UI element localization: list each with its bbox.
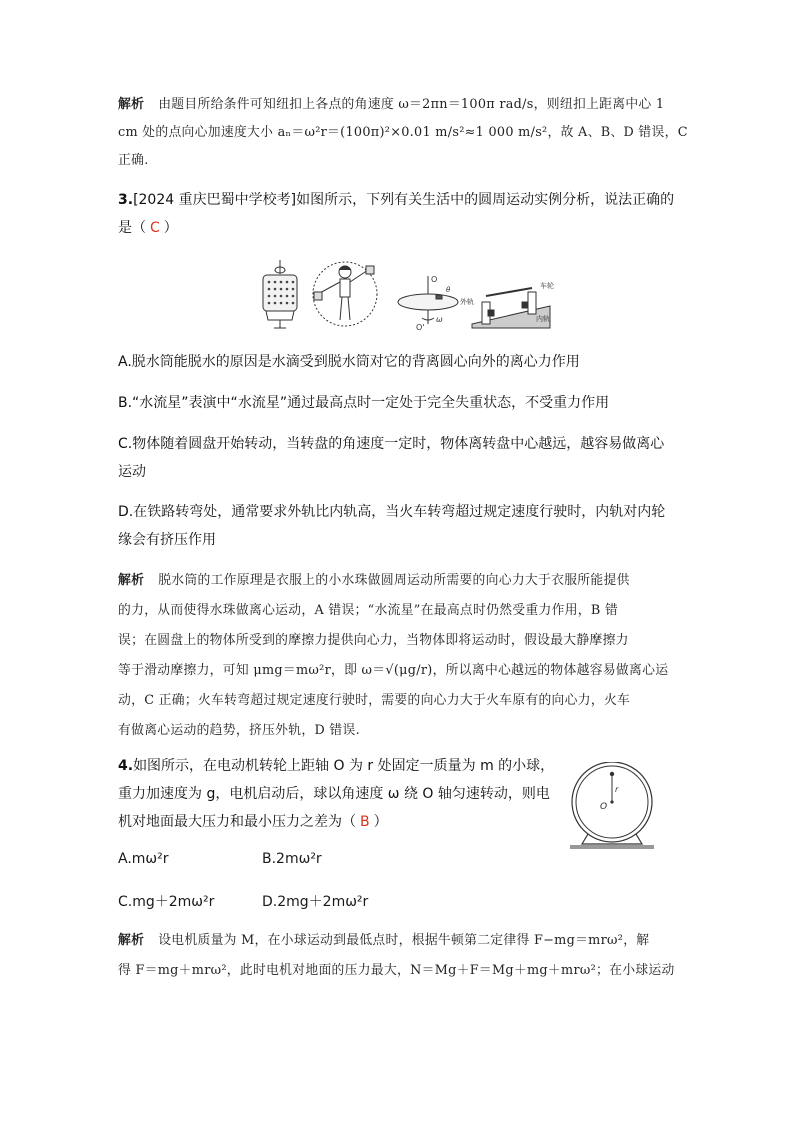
answer-mark: B [360, 814, 370, 830]
q4-option-c: C.mg＋2mω²r [118, 894, 215, 910]
question-stem: [2024 重庆巴蜀中学校考]如图所示，下列有关生活中的圆周运动实例分析，说法正确的 [133, 192, 675, 208]
question-stem-end: 机对地面最大压力和最小压力之差为（ [118, 814, 356, 830]
wheel-label: 车轮 [540, 282, 554, 290]
question-number: 4. [118, 758, 134, 774]
explanation-line: 设电机质量为 M，在小球运动到最低点时，根据牛顿第二定律得 F−mg＝mrω²，解 [158, 933, 650, 948]
explanation-line: cm 处的点向心加速度大小 aₙ＝ω²r＝(100π)²×0.01 m/s²≈1 000 m/s²，故 A、B、D 错误，C [118, 125, 688, 140]
question-4 [118, 752, 555, 836]
option-c-cont: 运动 [118, 464, 146, 480]
question-3 [118, 186, 678, 242]
question-number: 3. [118, 192, 134, 208]
option-d-cont: 缘会有挤压作用 [118, 532, 216, 548]
turntable-drawing [398, 276, 458, 324]
explanation-block-1 [118, 91, 688, 175]
option-c: C.物体随着圆盘开始转动，当转盘的角速度一定时，物体离转盘中心越远，越容易做离心 [118, 436, 665, 452]
question-stem: 重力加速度为 g，电机启动后，球以角速度 ω 绕 O 轴匀速转动，则电 [118, 786, 550, 802]
axis-label-o-prime: O' [416, 323, 425, 332]
q3-figure [250, 258, 560, 332]
axis-o-label: O [600, 802, 608, 812]
radius-r-label: r [615, 785, 619, 794]
explanation-line: 的力，从而使得水珠做离心运动，A 错误；“水流星”在最高点时仍然受重力作用，B 错 [118, 603, 619, 618]
q3-options [118, 348, 678, 376]
q4-option-d: D.2mg＋2mω²r [262, 894, 369, 910]
question-stem: 如图所示，在电动机转轮上距轴 O 为 r 处固定一质量为 m 的小球， [133, 758, 555, 774]
option-d: D.在铁路转弯处，通常要求外轨比内轨高，当火车转弯超过规定速度行驶时，内轨对内轮 [118, 504, 666, 520]
explanation-line: 正确. [118, 153, 149, 168]
q4-option-b: B.2mω²r [262, 851, 322, 867]
answer-mark: C [150, 220, 160, 236]
explanation-line: 动，C 正确；火车转弯超过规定速度行驶时，需要的向心力大于火车原有的向心力，火车 [118, 693, 631, 708]
axis-label-o: O [431, 275, 438, 284]
explanation-line: 由题目所给条件可知纽扣上各点的角速度 ω＝2πn＝100π rad/s，则纽扣上距离中心 1 [158, 97, 665, 112]
spin-dryer-drawing [263, 260, 297, 328]
explanation-tag: 解析 [118, 97, 145, 112]
theta-label: θ [446, 286, 451, 294]
water-meteor-drawing [313, 262, 377, 326]
q4-motor-figure [560, 762, 664, 850]
explanation-tag: 解析 [118, 573, 145, 588]
question-stem-close: ） [373, 814, 388, 830]
inner-rail-label: 内轨 [536, 315, 550, 323]
omega-label: ω [436, 315, 443, 324]
explanation-line: 有做离心运动的趋势，挤压外轨，D 错误. [118, 723, 360, 738]
explanation-tag: 解析 [118, 933, 145, 948]
explanation-line: 误；在圆盘上的物体所受到的摩擦力提供向心力，当物体即将运动时，假设最大静摩擦力 [118, 633, 629, 648]
explanation-line: 脱水筒的工作原理是衣服上的小水珠做圆周运动所需要的向心力大于衣服所能提供 [158, 573, 630, 588]
question-stem-close: ） [163, 220, 178, 236]
question-stem-end: 是（ [118, 220, 146, 236]
explanation-line: 等于滑动摩擦力，可知 μmg＝mω²r，即 ω＝√(μg/r)，所以离中心越远的物体越容易做离心运 [118, 663, 669, 678]
q4-option-a: A.mω²r [118, 851, 169, 867]
explanation-block-3 [118, 926, 678, 986]
outer-rail-label: 外轨 [460, 298, 474, 306]
option-a: A.脱水筒能脱水的原因是水滴受到脱水筒对它的背离圆心向外的离心力作用 [118, 354, 580, 370]
option-b: B.“水流星”表演中“水流星”通过最高点时一定处于完全失重状态，不受重力作用 [118, 395, 610, 411]
explanation-line: 得 F＝mg＋mrω²，此时电机对地面的压力最大，N＝Mg＋F＝Mg＋mg＋mrω²；在小球运动 [118, 963, 675, 978]
explanation-block-2 [118, 566, 678, 746]
